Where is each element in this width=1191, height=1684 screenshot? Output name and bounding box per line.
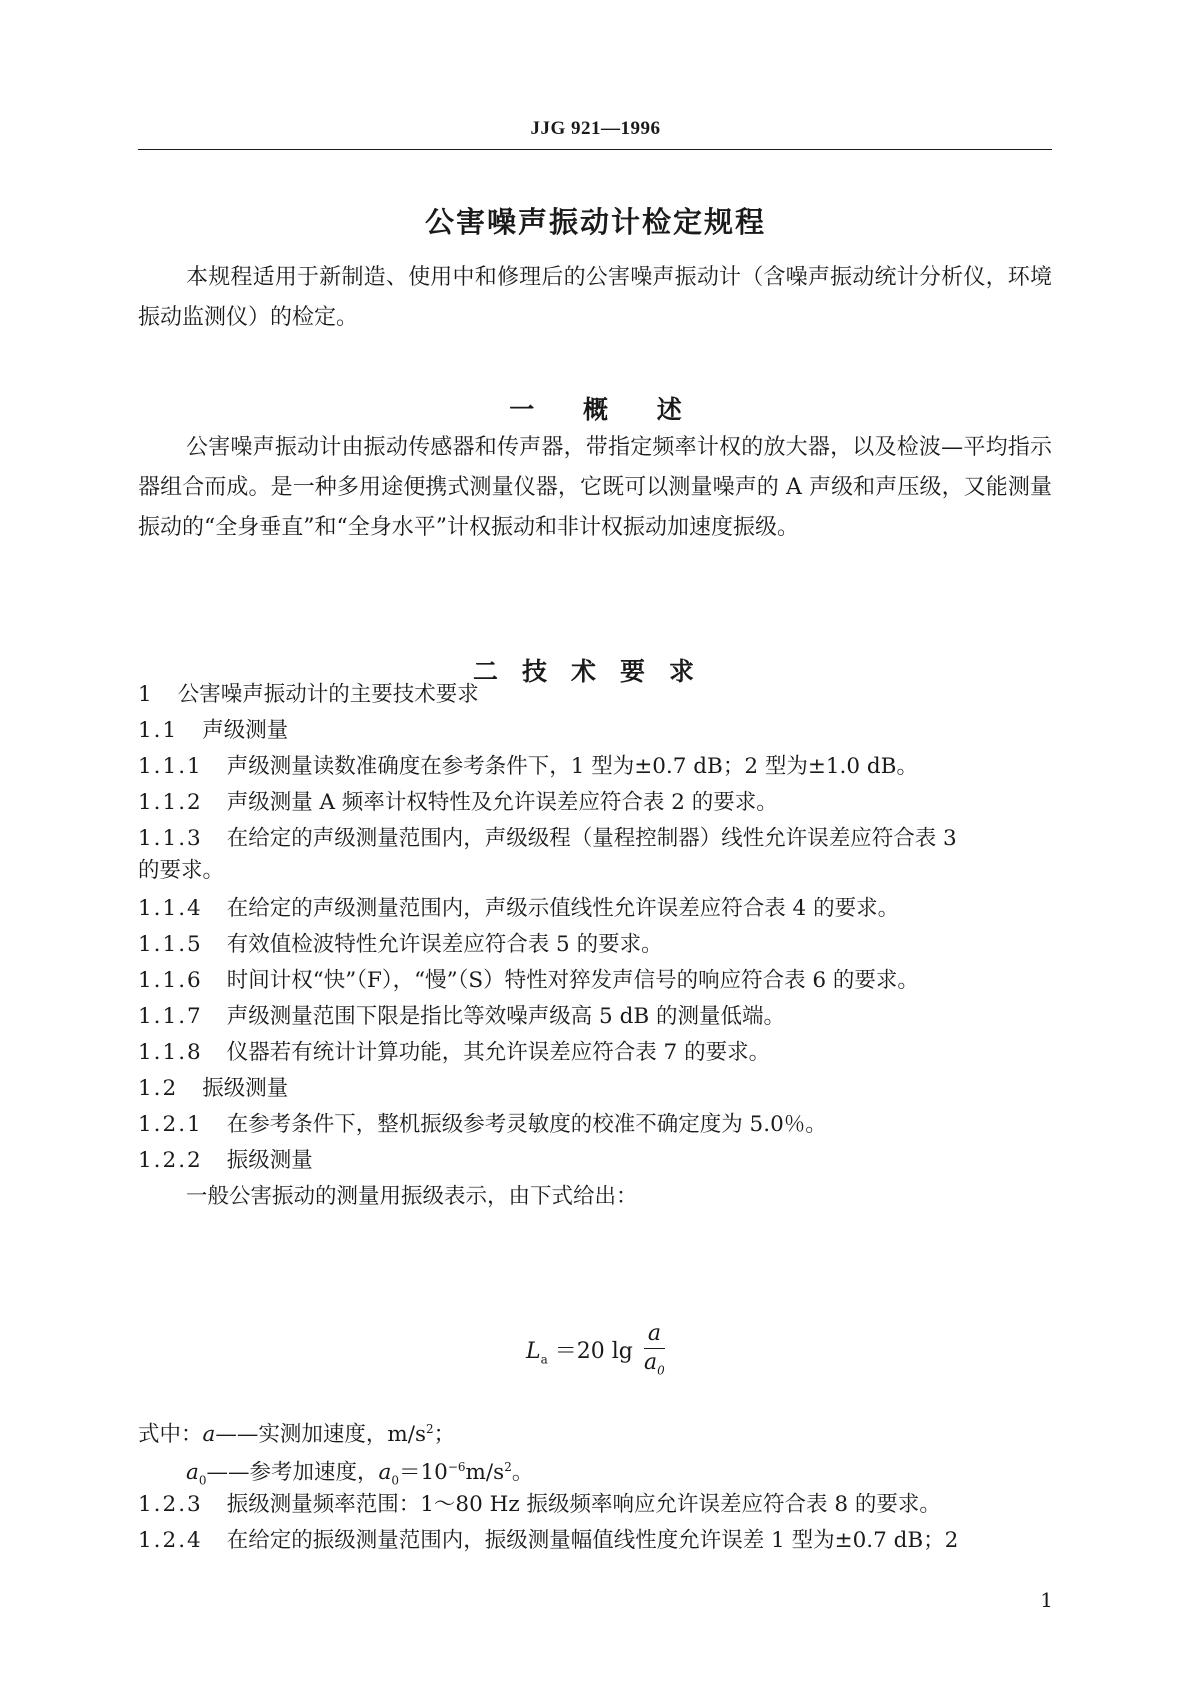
- formula-intro: 一般公害振动的测量用振级表示，由下式给出：: [186, 1184, 638, 1209]
- where-tail: ；: [433, 1422, 456, 1448]
- formula-denominator: $a_0$: [644, 1350, 665, 1378]
- where-tail-equals: ＝10: [398, 1460, 448, 1486]
- clause-text: 振级测量频率范围：1～80 Hz 振级频率响应允许误差应符合表 8 的要求。: [226, 1492, 941, 1517]
- where-tail-subscript: 0: [391, 1473, 399, 1488]
- where-description: ——实测加速度，m/s: [215, 1422, 427, 1448]
- clause-number: 1.1: [138, 718, 179, 743]
- where-tail-unit-exponent: 2: [504, 1460, 512, 1474]
- formula-lhs-subscript: a: [540, 1352, 548, 1367]
- standard-code: JJG 921—1996: [530, 118, 661, 139]
- vibration-level-formula: [0, 1320, 1191, 1378]
- section-heading-technical-requirements: 二技术要求: [472, 657, 718, 686]
- clause-number: 1: [138, 682, 154, 707]
- clause-text: 声级测量: [202, 718, 289, 743]
- overview-paragraph: 公害噪声振动计由振动传感器和传声器，带指定频率计权的放大器，以及检波—平均指示器组合而成。是一种多用途便携式测量仪器，它既可以测量噪声的 A 声级和声压级，又能测量振动的“全身垂直”和“全身水平”计权振动和非计权振动加速度振级。: [138, 435, 1052, 540]
- clause-text: 声级测量范围下限是指比等效噪声级高 5 dB 的测量低端。: [226, 1004, 785, 1029]
- clause-item: [138, 712, 1052, 750]
- where-description: ——参考加速度，: [206, 1460, 379, 1486]
- clause-item: [138, 998, 1052, 1036]
- clause-item: [138, 748, 1052, 786]
- clause-number: 1.1.7: [138, 1004, 203, 1029]
- where-label: 式中：: [138, 1422, 203, 1448]
- formula-equals: ＝20 lg: [554, 1339, 633, 1365]
- formula-fraction: [644, 1320, 665, 1384]
- clause-text: 振级测量: [202, 1076, 289, 1101]
- clause-text: 有效值检波特性允许误差应符合表 5 的要求。: [226, 932, 663, 957]
- clause-number: 1.1.5: [138, 932, 203, 957]
- where-superscript: 2: [426, 1422, 434, 1436]
- where-tail: 。: [511, 1460, 534, 1486]
- clause-text: 在参考条件下，整机振级参考灵敏度的校准不确定度为 5.0％。: [226, 1112, 827, 1137]
- where-tail-unit: m/s: [465, 1460, 505, 1486]
- where-symbol: a: [202, 1422, 216, 1448]
- clause-item: [138, 784, 1052, 822]
- page-title: 公害噪声振动计检定规程: [424, 205, 766, 239]
- section-heading-overview: 一 概 述: [509, 395, 682, 424]
- page-number: 1: [1040, 1588, 1053, 1612]
- clause-number: 1.1.2: [138, 790, 203, 815]
- clause-number: 1.1.4: [138, 896, 203, 921]
- clause-number: 1.1.8: [138, 1040, 203, 1065]
- clause-number: 1.1.6: [138, 968, 203, 993]
- clause-item: [138, 1034, 1052, 1072]
- formula-numerator: a: [644, 1320, 665, 1349]
- clause-text: 时间计权“快”（F），“慢”（S）特性对猝发声信号的响应符合表 6 的要求。: [226, 968, 919, 993]
- where-symbol: a: [186, 1460, 199, 1486]
- clause-text: 仪器若有统计计算功能，其允许误差应符合表 7 的要求。: [226, 1040, 771, 1065]
- clause-text: 在给定的振级测量范围内，振级测量幅值线性度允许误差 1 型为±0.7 dB；2: [226, 1528, 959, 1553]
- where-symbol-subscript: 0: [198, 1473, 207, 1488]
- clause-text: 在给定的声级测量范围内，声级级程（量程控制器）线性允许误差应符合表 3: [226, 826, 957, 851]
- clause-item: [138, 1070, 1052, 1108]
- clause-item: [138, 1106, 1052, 1144]
- clause-number: 1.1.3: [138, 826, 203, 851]
- clause-item: [138, 926, 1052, 964]
- clause-text: 声级测量读数准确度在参考条件下，1 型为±0.7 dB；2 型为±1.0 dB。: [226, 754, 918, 779]
- clause-number: 1.2.3: [138, 1492, 203, 1517]
- clause-item: [138, 1142, 1052, 1180]
- intro-paragraph: 本规程适用于新制造、使用中和修理后的公害噪声振动计（含噪声振动统计分析仪，环境振动监测仪）的检定。: [138, 265, 1052, 330]
- clause-item: [138, 962, 1052, 1000]
- where-tail-exponent: −6: [447, 1460, 466, 1474]
- clause-item: [138, 890, 1052, 928]
- formula-lhs: L: [526, 1339, 541, 1365]
- clause-number: 1.2.1: [138, 1112, 203, 1137]
- where-tail-symbol: a: [378, 1460, 392, 1486]
- clause-text: 声级测量 A 频率计权特性及允许误差应符合表 2 的要求。: [226, 790, 778, 815]
- clause-number: 1.1.1: [138, 754, 203, 779]
- clause-number: 1.2: [138, 1076, 179, 1101]
- clause-number: 1.2.2: [138, 1148, 203, 1173]
- clause-item: [138, 676, 1052, 714]
- clause-text: 振级测量: [226, 1148, 313, 1173]
- clause-item: [138, 1522, 1052, 1560]
- clause-item: [138, 1486, 1052, 1524]
- clause-text: 公害噪声振动计的主要技术要求: [177, 682, 479, 707]
- clause-text: 在给定的声级测量范围内，声级示值线性允许误差应符合表 4 的要求。: [226, 896, 900, 921]
- header-rule: [138, 149, 1052, 150]
- clause-number: 1.2.4: [138, 1528, 203, 1553]
- clause-continuation: 的要求。: [138, 858, 225, 883]
